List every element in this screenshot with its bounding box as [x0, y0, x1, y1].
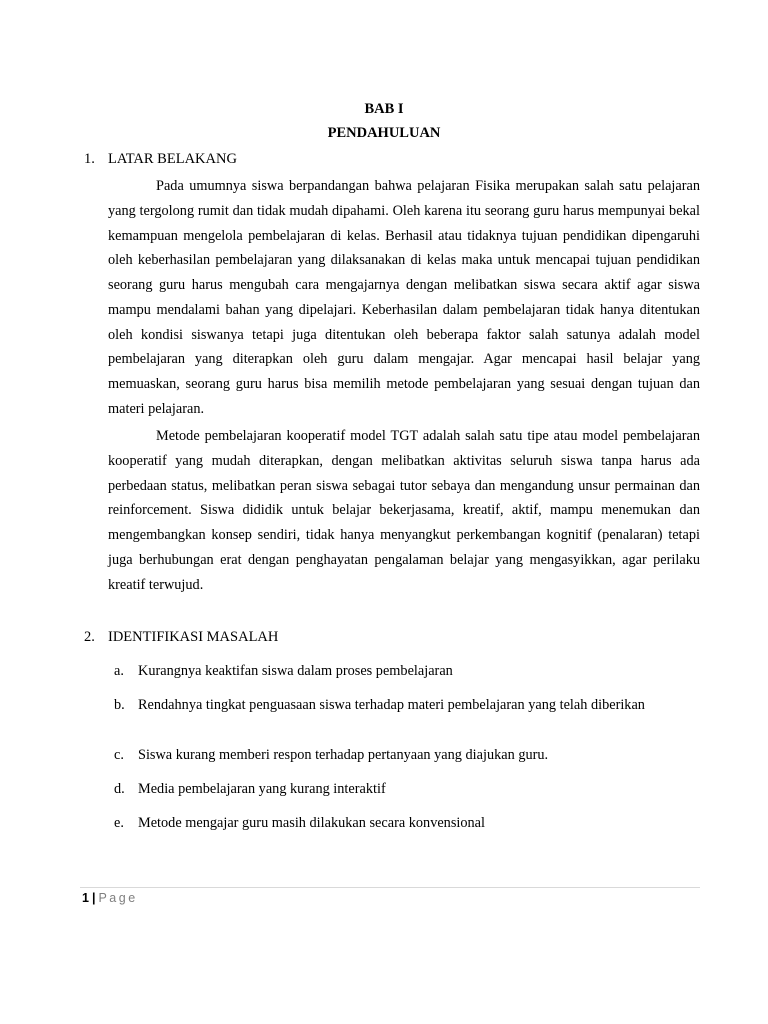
footer-separator: | [91, 891, 96, 905]
list-item [108, 743, 700, 767]
body-paragraph: Metode pembelajaran kooperatif model TGT adalah salah satu tipe atau model pembelajaran kooperatif yang mudah diterapkan, dengan melibatkan aktivitas seluruh siswa tanpa harus ada perbedaan status, melibatkan peran siswa sebagai tutor sebaya dan mengandung unsur permainan dan reinforcement. Siswa dididik untuk belajar bekerjasama, kreatif, aktif, mampu menemukan dan mengembangkan konsep sendiri, tidak hanya menyangkut perkembangan kognitif (penalaran) tetapi juga berhubungan erat dengan penghayatan pengalaman belajar yang mengasyikkan, agar perilaku kreatif terwujud. [108, 428, 700, 593]
list-item-text: Kurangnya keaktifan siswa dalam proses pembelajaran [138, 663, 453, 679]
list-item-text: Metode mengajar guru masih dilakukan secara konvensional [138, 815, 485, 831]
section-number: 2. [84, 629, 95, 645]
list-item-label: e. [114, 815, 124, 831]
footer-divider [80, 887, 700, 888]
list-item-text: Media pembelajaran yang kurang interaktif [138, 781, 386, 797]
section-title: IDENTIFIKASI MASALAH [108, 629, 279, 645]
list-item [108, 693, 700, 717]
list-item-text: Siswa kurang memberi respon terhadap pertanyaan yang diajukan guru. [138, 747, 549, 763]
list-item-label: c. [114, 747, 124, 763]
list-item-label: a. [114, 663, 124, 679]
section-heading-identifikasi-masalah [84, 628, 278, 646]
list-item [108, 811, 700, 835]
list-item [108, 659, 700, 683]
list-item-label: d. [114, 781, 125, 797]
page-footer [82, 890, 138, 906]
page-label: Page [98, 891, 138, 905]
chapter-number: BAB I [364, 101, 404, 117]
body-paragraph: Pada umumnya siswa berpandangan bahwa pelajaran Fisika merupakan salah satu pelajaran yang tergolong rumit dan tidak mudah dipahami. Oleh karena itu seorang guru harus mempunyai bekal kemampuan mengelola pembelajaran di kelas. Berhasil atau tidaknya tujuan pendidikan dipengaruhi oleh keberhasilan pembelajaran yang dilaksanakan di kelas maka untuk mencapai tujuan pendidikan seorang guru harus mengubah cara mengajarnya dengan melibatkan siswa secara aktif agar siswa mampu mendalami bahan yang dipelajari. Keberhasilan dalam pembelajaran tidak hanya ditentukan oleh kondisi siswanya tetapi juga ditentukan oleh beberapa faktor salah satunya adalah model pembelajaran yang diterapkan oleh guru dalam mengajar. Agar mencapai hasil belajar yang memuaskan, seorang guru harus bisa memilih metode pembelajaran yang sesuai dengan tujuan dan materi pelajaran. [108, 178, 700, 417]
chapter-title: PENDAHULUAN [327, 125, 441, 141]
page-number: 1 [82, 891, 89, 905]
section-title: LATAR BELAKANG [108, 151, 237, 167]
section-heading-latar-belakang [84, 150, 237, 168]
list-item-label: b. [114, 697, 125, 713]
section-number: 1. [84, 151, 95, 167]
list-item [108, 777, 700, 801]
list-item-text: Rendahnya tingkat penguasaan siswa terhadap materi pembelajaran yang telah diberikan [138, 697, 645, 713]
